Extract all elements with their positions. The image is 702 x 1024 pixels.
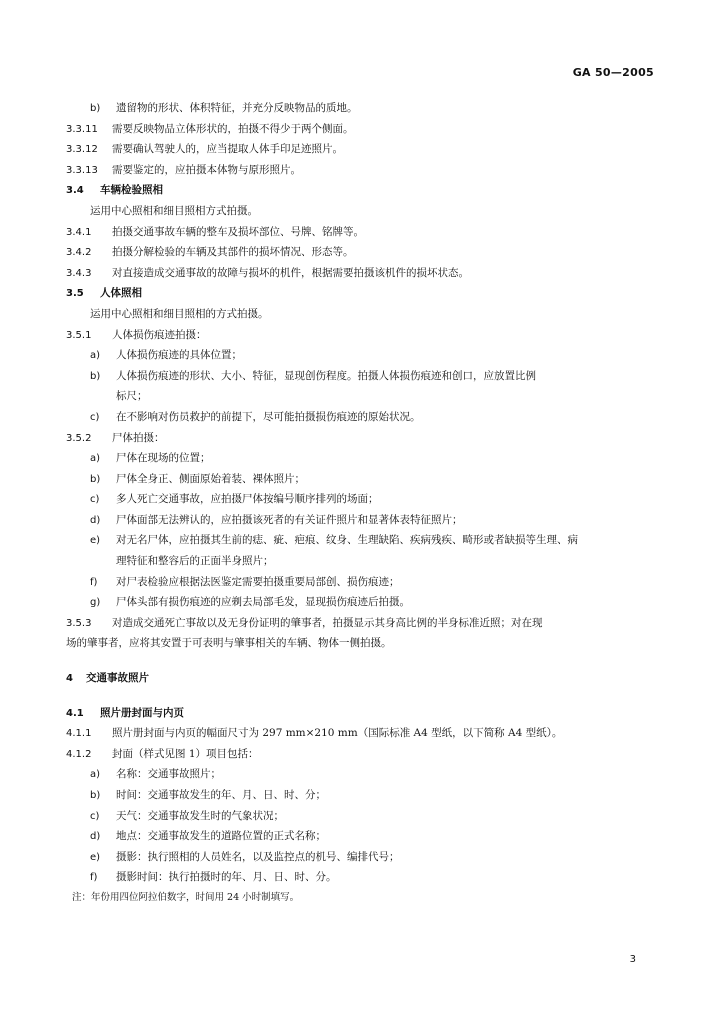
list-item	[66, 806, 658, 827]
list-marker: e)	[90, 851, 101, 863]
list-item-text: 对尸表检验应根据法医鉴定需要拍摄重要局部创、损伤痕迹；	[116, 575, 400, 588]
clause-text: 人体照相	[100, 287, 142, 300]
list-marker: f)	[90, 576, 98, 588]
list-item	[66, 764, 658, 785]
list-marker: d)	[90, 831, 101, 843]
list-marker: b)	[90, 790, 101, 801]
list-marker: a)	[90, 769, 101, 781]
document-body	[66, 98, 658, 909]
clause-text: 交通事故照片	[86, 672, 149, 685]
list-item-text: 遗留物的形状、体积特征，并充分反映物品的质地。	[116, 102, 358, 114]
clause-text: 对直接造成交通事故的故障与损坏的机件，根据需要拍摄该机件的损坏状态。	[112, 266, 469, 279]
list-marker: a)	[90, 453, 101, 465]
clause	[66, 119, 658, 140]
clause-number: 3.3.11	[66, 123, 98, 135]
list-item	[66, 530, 658, 551]
page-number: 3	[629, 954, 636, 965]
list-item-text: 尸体在现场的位置；	[116, 452, 211, 465]
clause-text: 对造成交通死亡事故以及无身份证明的肇事者，拍摄显示其身高比例的半身标准近照；对在现	[112, 616, 543, 629]
list-item	[66, 847, 658, 868]
clause-number: 3.5	[66, 288, 84, 300]
list-item	[66, 345, 658, 366]
list-marker: c)	[90, 411, 100, 423]
list-item-text: 尸体头部有损伤痕迹的应剃去局部毛发，显现损伤痕迹后拍摄。	[116, 596, 410, 609]
list-item	[66, 785, 658, 806]
clause	[66, 160, 658, 181]
list-marker: a)	[90, 350, 101, 362]
list-item-text: 地点：交通事故发生的道路位置的正式名称；	[116, 830, 326, 843]
clause	[66, 242, 658, 263]
list-marker: g)	[90, 597, 101, 609]
spacer	[66, 689, 658, 703]
clause-number: 4.1.2	[66, 748, 92, 760]
list-marker: e)	[90, 535, 101, 547]
clause-number: 4	[66, 673, 73, 685]
clause-text: 需要鉴定的，应拍摄本体物与原形照片。	[112, 163, 301, 176]
clause-number: 4.1.1	[66, 728, 92, 740]
list-item	[66, 469, 658, 490]
clause-number: 3.5.1	[66, 329, 92, 341]
list-marker: f)	[90, 872, 98, 884]
list-item	[66, 510, 658, 531]
list-marker: d)	[90, 514, 101, 526]
list-marker: b)	[90, 473, 101, 485]
paragraph: 运用中心照相和细目照相方式拍摄。	[90, 204, 258, 217]
clause-text: 拍摄分解检验的车辆及其部件的损坏情况、形态等。	[112, 246, 354, 259]
clause-text: 封面（样式见图 1）项目包括：	[112, 747, 259, 760]
standard-code: GA 50—2005	[572, 66, 654, 79]
list-item	[66, 867, 658, 888]
list-item	[66, 448, 658, 469]
list-item-text: 多人死亡交通事故，应拍摄尸体按编号顺序排列的场面；	[116, 493, 379, 506]
list-item-text: 时间：交通事故发生的年、月、日、时、分；	[116, 789, 326, 801]
clause-number: 3.3.12	[66, 144, 98, 156]
list-item-text: 对无名尸体，应拍摄其生前的痣、疵、疤痕、纹身、生理缺陷、疾病残疾、畸形或者缺损等生理、病	[116, 534, 578, 547]
list-item-continuation: 理特征和整容后的正面半身照片；	[116, 555, 274, 568]
list-item	[66, 592, 658, 613]
list-item-text: 名称：交通事故照片；	[116, 768, 221, 781]
section-heading	[66, 283, 658, 304]
clause-number: 3.4.2	[66, 247, 92, 259]
clause-number: 3.5.2	[66, 432, 92, 444]
list-item-text: 人体损伤痕迹的具体位置；	[116, 349, 242, 362]
note: 注：年份用四位阿拉伯数字，时间用 24 小时制填写。	[72, 891, 300, 903]
clause-text: 照片册封面与内页的幅面尺寸为 297 mm×210 mm（国际标准 A4 型纸，以下简称 A4 型纸）。	[112, 727, 563, 740]
clause-text: 拍摄交通事故车辆的整车及损坏部位、号牌、铭牌等。	[112, 225, 364, 238]
clause-text: 尸体拍摄：	[112, 431, 165, 444]
list-item-text: 摄影时间：执行拍摄时的年、月、日、时、分。	[116, 871, 337, 884]
list-marker: b)	[90, 103, 101, 114]
clause-number: 3.3.13	[66, 164, 98, 176]
clause-number: 3.4	[66, 185, 84, 197]
list-marker: b)	[90, 370, 101, 382]
list-item	[66, 366, 658, 387]
clause	[66, 723, 658, 744]
clause	[66, 263, 658, 284]
section-heading	[66, 703, 658, 724]
list-item	[66, 489, 658, 510]
list-marker: c)	[90, 494, 100, 506]
list-item-text: 人体损伤痕迹的形状、大小、特征，显现创伤程度。拍摄人体损伤痕迹和创口，应放置比例	[116, 369, 536, 382]
section-heading	[66, 180, 658, 201]
clause-text: 人体损伤痕迹拍摄：	[112, 328, 207, 341]
paragraph: 运用中心照相和细目照相的方式拍摄。	[90, 307, 269, 320]
list-item-text: 摄影：执行照相的人员姓名，以及监控点的机号、编排代号；	[116, 850, 400, 863]
clause	[66, 325, 658, 346]
list-item	[66, 572, 658, 593]
clause-number: 3.5.3	[66, 617, 92, 629]
list-item-text: 天气：交通事故发生时的气象状况；	[116, 809, 284, 822]
clause	[66, 744, 658, 765]
clause	[66, 613, 658, 634]
clause	[66, 428, 658, 449]
list-item	[66, 98, 658, 119]
clause-text: 需要反映物品立体形状的，拍摄不得少于两个侧面。	[112, 122, 354, 135]
spacer	[66, 654, 658, 668]
list-item-text: 尸体全身正、侧面原始着装、裸体照片；	[116, 472, 305, 485]
clause-text: 需要确认驾驶人的，应当提取人体手印足迹照片。	[112, 143, 343, 156]
chapter-heading	[66, 668, 658, 689]
list-item-text: 在不影响对伤员救护的前提下，尽可能拍摄损伤痕迹的原始状况。	[116, 410, 421, 423]
clause-number: 3.4.3	[66, 267, 92, 279]
clause-text: 车辆检验照相	[100, 184, 163, 197]
list-item	[66, 407, 658, 428]
clause	[66, 139, 658, 160]
clause-text: 照片册封面与内页	[100, 706, 184, 719]
clause-number: 3.4.1	[66, 226, 92, 238]
clause	[66, 222, 658, 243]
clause-number: 4.1	[66, 707, 84, 719]
list-item-continuation: 标尺；	[116, 390, 148, 403]
clause-continuation: 场的肇事者，应将其安置于可表明与肇事相关的车辆、物体一侧拍摄。	[66, 637, 392, 650]
list-item	[66, 826, 658, 847]
list-marker: c)	[90, 810, 100, 822]
list-item-text: 尸体面部无法辨认的，应拍摄该死者的有关证件照片和显著体表特征照片；	[116, 513, 463, 526]
